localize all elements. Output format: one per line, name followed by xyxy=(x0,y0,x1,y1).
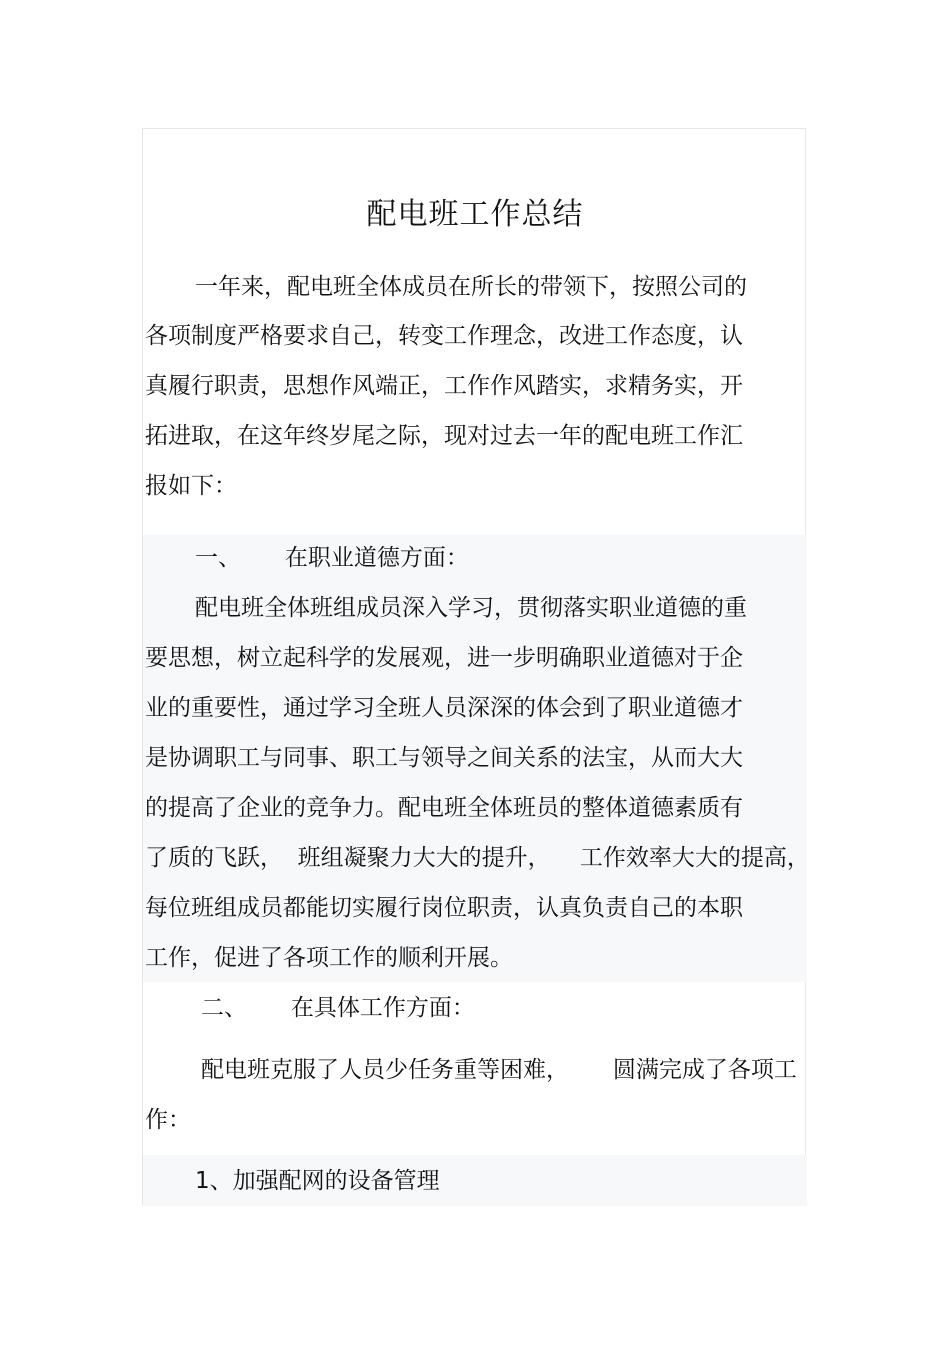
document-title: 配电班工作总结 xyxy=(366,197,584,232)
document-page xyxy=(142,128,810,1205)
intro-line: 各项制度严格要求自己，转变工作理念，改进工作态度，认 xyxy=(145,323,743,349)
intro-line: 一年来，配电班全体成员在所长的带领下，按照公司的 xyxy=(195,274,747,300)
section-line: 业的重要性，通过学习全班人员深深的体会到了职业道德才 xyxy=(145,695,743,721)
section-heading: 一、 在职业道德方面： xyxy=(195,545,469,571)
section-line: 作： xyxy=(145,1107,191,1133)
section-line: 每位班组成员都能切实履行岗位职责，认真负责自己的本职 xyxy=(145,895,743,921)
section-line: 配电班克服了人员少任务重等困难， 圆满完成了各项工 xyxy=(201,1057,797,1083)
list-item: 1、加强配网的设备管理 xyxy=(195,1168,440,1194)
section-heading: 二、 在具体工作方面： xyxy=(201,995,475,1021)
intro-line: 报如下： xyxy=(145,473,237,499)
section-line: 要思想，树立起科学的发展观，进一步明确职业道德对于企 xyxy=(145,645,743,671)
section-line: 是协调职工与同事、职工与领导之间关系的法宝，从而大大 xyxy=(145,745,743,771)
section-line: 的提高了企业的竞争力。配电班全体班员的整体道德素质有 xyxy=(145,795,743,821)
section-line: 配电班全体班组成员深入学习，贯彻落实职业道德的重 xyxy=(195,595,747,621)
intro-line: 拓进取，在这年终岁尾之际，现对过去一年的配电班工作汇 xyxy=(145,423,743,449)
intro-line: 真履行职责，思想作风端正，工作作风踏实，求精务实，开 xyxy=(145,373,743,399)
section-line: 工作，促进了各项工作的顺利开展。 xyxy=(145,945,513,971)
section-line: 了质的飞跃， 班组凝聚力大大的提升， 工作效率大大的提高， xyxy=(145,845,810,871)
